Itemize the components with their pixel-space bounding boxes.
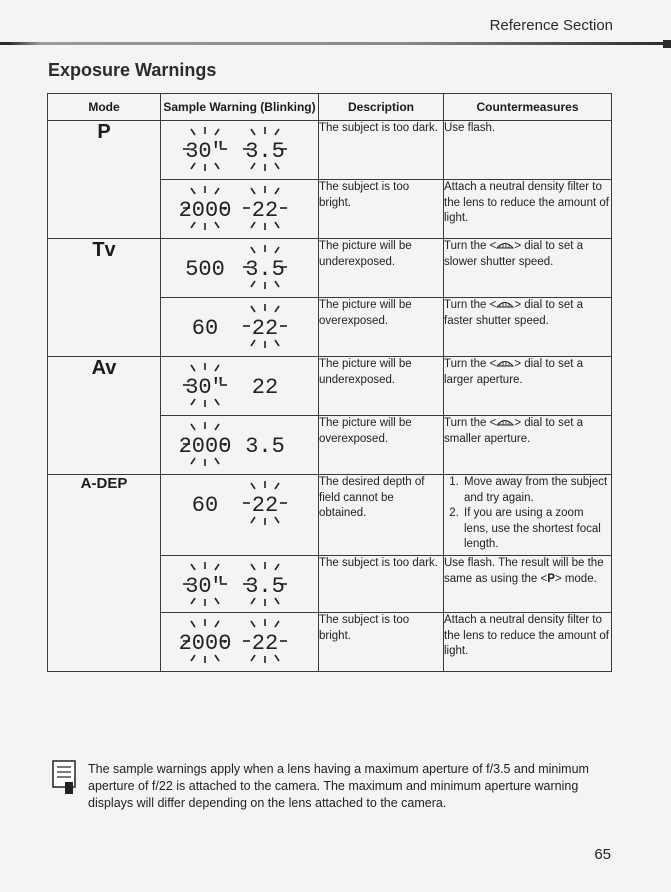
countermeasure-text-pre: Turn the < — [444, 240, 497, 252]
countermeasure-cell — [444, 416, 612, 475]
main-dial-icon — [496, 416, 514, 426]
table-row — [48, 475, 612, 556]
countermeasure-cell — [444, 556, 612, 613]
mode-tv: Tv — [48, 239, 161, 357]
main-dial-icon — [496, 239, 514, 249]
table-row — [48, 239, 612, 298]
description-cell: The desired depth of field cannot be obtained. — [319, 475, 444, 556]
list-item: 2. If you are using a zoom lens, use the shortest focal length. — [462, 506, 611, 553]
page-number: 65 — [594, 846, 611, 863]
lcd-aperture-value: 3.5 — [244, 257, 285, 282]
mode-symbol-p: P — [547, 572, 555, 585]
description-cell: The picture will be underexposed. — [319, 239, 444, 298]
list-item: 1. Move away from the subject and try again. — [462, 475, 611, 506]
lcd-aperture-value: 22 — [251, 631, 278, 656]
lcd-shutter-value: 30" — [184, 139, 225, 164]
col-header-sample: Sample Warning (Blinking) — [161, 94, 319, 121]
lcd-shutter-value: 500 — [184, 257, 225, 282]
lcd-warning-display — [165, 613, 315, 669]
sample-warning — [161, 613, 319, 672]
lcd-warning-display — [165, 121, 315, 177]
description-cell: The subject is too dark. — [319, 121, 444, 180]
lcd-shutter-value: 60 — [191, 493, 218, 518]
countermeasure-cell: Use flash. — [444, 121, 612, 180]
header-tab-marker — [663, 40, 671, 48]
exposure-warnings-table — [47, 93, 612, 672]
lcd-aperture-value: 3.5 — [244, 574, 285, 599]
lcd-warning-display — [165, 475, 315, 531]
lcd-aperture-value: 22 — [251, 493, 278, 518]
sample-warning — [161, 475, 319, 556]
description-cell: The picture will be overexposed. — [319, 416, 444, 475]
col-header-description: Description — [319, 94, 444, 121]
sample-warning — [161, 357, 319, 416]
page-title: Exposure Warnings — [48, 60, 217, 80]
lcd-warning-display — [165, 357, 315, 413]
sample-warning — [161, 239, 319, 298]
table-row — [48, 357, 612, 416]
lcd-warning-display — [165, 239, 315, 295]
lcd-shutter-value: 30" — [184, 375, 225, 400]
countermeasure-cell: Attach a neutral density filter to the lens to reduce the amount of light. — [444, 180, 612, 239]
mode-a-dep: A-DEP — [48, 475, 161, 672]
countermeasure-list — [444, 475, 611, 553]
lcd-aperture-value: 3.5 — [244, 434, 285, 459]
lcd-shutter-value: 30" — [184, 574, 225, 599]
countermeasure-cell — [444, 357, 612, 416]
description-cell: The picture will be underexposed. — [319, 357, 444, 416]
lcd-aperture-value: 22 — [251, 375, 278, 400]
lcd-aperture-value: 22 — [251, 316, 278, 341]
lcd-shutter-value: 60 — [191, 316, 218, 341]
lcd-warning-display — [165, 556, 315, 612]
countermeasure-cell — [444, 475, 612, 556]
lcd-aperture-value: 22 — [251, 198, 278, 223]
page-header — [0, 0, 671, 48]
sample-warning — [161, 416, 319, 475]
description-cell: The subject is too bright. — [319, 180, 444, 239]
description-cell: The subject is too dark. — [319, 556, 444, 613]
sample-warning — [161, 298, 319, 357]
note-text: The sample warnings apply when a lens having a maximum aperture of f/3.5 and minimum aperture of f/22 is attached to the camera. The maximum and minimum aperture warning displays will differ depending on the lens attached to the camera. — [88, 762, 589, 810]
mode-p: P — [48, 121, 161, 239]
col-header-countermeasures: Countermeasures — [444, 94, 612, 121]
countermeasure-text-post: > dial to set a larger aperture. — [444, 358, 584, 386]
mode-av: Av — [48, 357, 161, 475]
lcd-shutter-value: 2000 — [178, 434, 231, 459]
table-row — [48, 121, 612, 180]
countermeasure-cell — [444, 298, 612, 357]
lcd-aperture-value: 3.5 — [244, 139, 285, 164]
countermeasure-text-pre: Use flash. The result will be the same as using the < — [444, 557, 604, 585]
lcd-warning-display — [165, 180, 315, 236]
countermeasure-text-post: > dial to set a faster shutter speed. — [444, 299, 584, 327]
lcd-shutter-value: 2000 — [178, 198, 231, 223]
countermeasure-cell: Attach a neutral density filter to the lens to reduce the amount of light. — [444, 613, 612, 672]
main-dial-icon — [496, 298, 514, 308]
countermeasure-text-pre: Turn the < — [444, 358, 497, 370]
countermeasure-text-post: > dial to set a smaller aperture. — [444, 417, 584, 445]
lcd-warning-display — [165, 298, 315, 354]
countermeasure-text-pre: Turn the < — [444, 299, 497, 311]
countermeasure-cell — [444, 239, 612, 298]
table-header-row — [48, 94, 612, 121]
countermeasure-text-post: > dial to set a slower shutter speed. — [444, 240, 584, 268]
col-header-mode: Mode — [48, 94, 161, 121]
sample-warning — [161, 121, 319, 180]
header-rule — [0, 42, 671, 45]
sample-warning — [161, 180, 319, 239]
section-title: Reference Section — [489, 17, 613, 34]
lcd-shutter-value: 2000 — [178, 631, 231, 656]
note-icon — [52, 760, 76, 796]
countermeasure-text-post: > mode. — [554, 572, 597, 585]
main-dial-icon — [496, 357, 514, 367]
description-cell: The subject is too bright. — [319, 613, 444, 672]
lcd-warning-display — [165, 416, 315, 472]
sample-warning — [161, 556, 319, 613]
description-cell: The picture will be overexposed. — [319, 298, 444, 357]
countermeasure-text-pre: Turn the < — [444, 417, 497, 429]
